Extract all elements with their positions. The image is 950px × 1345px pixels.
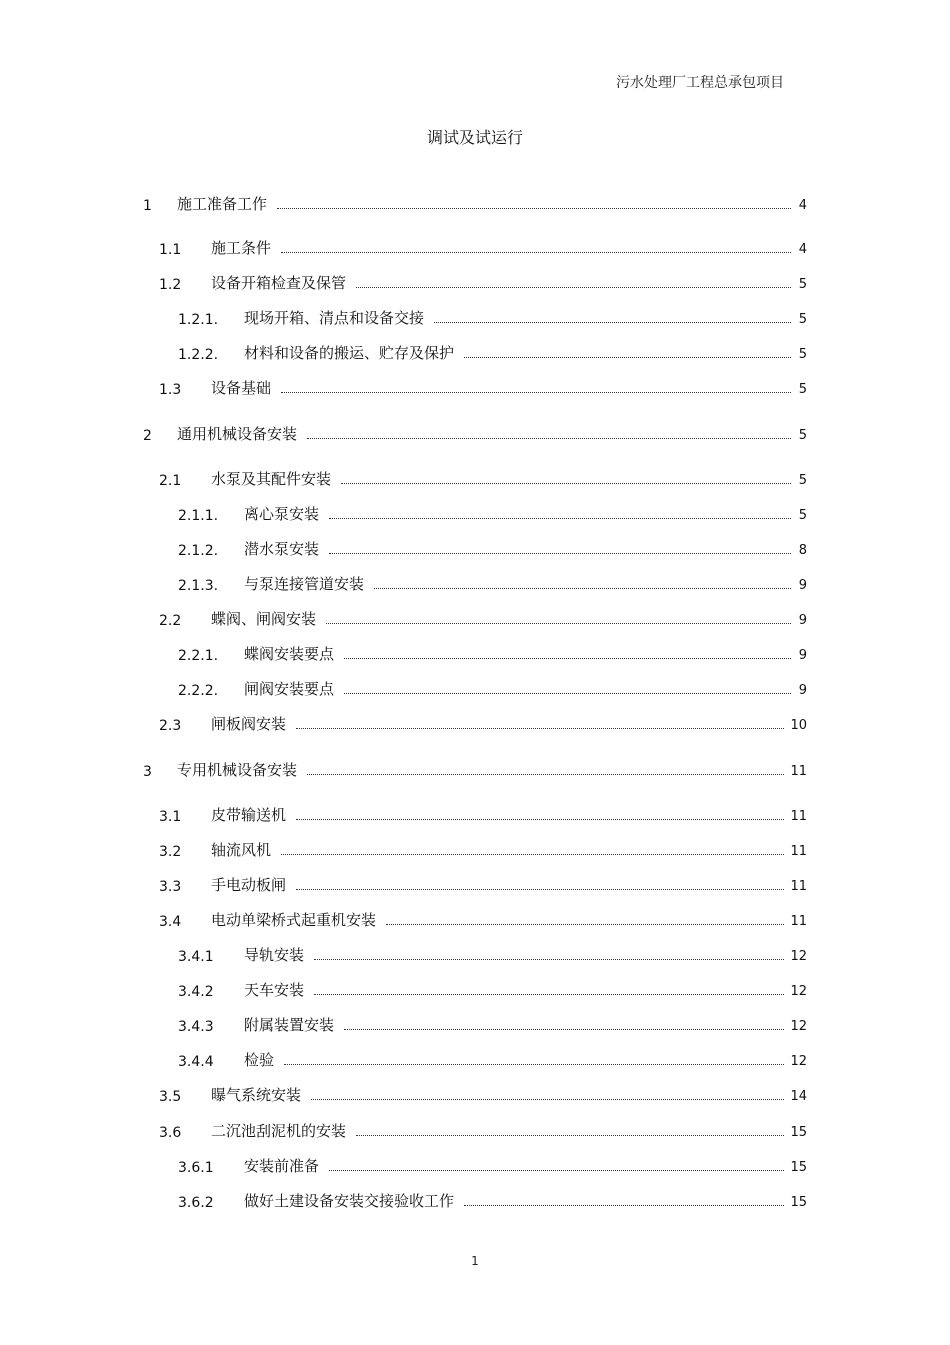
- toc-entry[interactable]: [178, 640, 807, 664]
- toc-entry-page: 14: [790, 1089, 807, 1104]
- toc-entry-number: 2.1.2.: [178, 543, 219, 559]
- toc-dot-leader: [329, 553, 791, 554]
- toc-entry-number: 3.4.3: [178, 1019, 214, 1035]
- toc-entry-number: 3.4.2: [178, 984, 214, 1000]
- toc-dot-leader: [344, 1029, 784, 1030]
- toc-dot-leader: [341, 483, 791, 484]
- toc-dot-leader: [281, 392, 791, 393]
- page-number: 1: [471, 1254, 479, 1268]
- toc-entry-page: 12: [790, 984, 807, 999]
- toc-dot-leader: [344, 658, 791, 659]
- toc-entry-number: 2.2.1.: [178, 648, 219, 664]
- document-title: 调试及试运行: [426, 128, 523, 147]
- toc-entry-page: 5: [798, 277, 807, 292]
- toc-entry-number: 3.1: [159, 809, 182, 825]
- toc-entry[interactable]: [178, 535, 807, 559]
- toc-dot-leader: [284, 1064, 784, 1065]
- toc-entry-title: 轴流风机: [211, 841, 272, 859]
- toc-dot-leader: [464, 1205, 784, 1206]
- toc-entry-page: 11: [790, 879, 807, 894]
- toc-entry-title: 天车安装: [244, 981, 305, 999]
- toc-entry[interactable]: [178, 1011, 807, 1035]
- toc-entry[interactable]: [178, 675, 807, 699]
- toc-entry-title: 施工准备工作: [177, 195, 268, 213]
- toc-entry-title: 现场开箱、清点和设备交接: [244, 309, 425, 327]
- toc-entry-number: 3.4.1: [178, 949, 214, 965]
- toc-entry-title: 电动单梁桥式起重机安装: [211, 911, 377, 929]
- toc-entry-page: 12: [790, 1054, 807, 1069]
- toc-entry[interactable]: [178, 304, 807, 328]
- toc-entry-title: 手电动板闸: [211, 876, 287, 894]
- toc-dot-leader: [344, 693, 791, 694]
- toc-dot-leader: [296, 819, 784, 820]
- toc-entry-title: 蝶阀、闸阀安装: [211, 610, 317, 628]
- toc-entry-page: 11: [790, 844, 807, 859]
- toc-entry-title: 设备基础: [211, 379, 272, 397]
- toc-entry-title: 潜水泵安装: [244, 540, 320, 558]
- toc-dot-leader: [329, 1170, 784, 1171]
- toc-entry-number: 2.2: [159, 613, 182, 629]
- toc-dot-leader: [464, 357, 791, 358]
- toc-entry[interactable]: [178, 941, 807, 965]
- toc-entry[interactable]: [159, 269, 807, 293]
- toc-entry-number: 2.1.3.: [178, 578, 219, 594]
- toc-entry-title: 曝气系统安装: [211, 1086, 302, 1104]
- toc-entry-page: 15: [790, 1195, 807, 1210]
- toc-entry-page: 4: [798, 242, 807, 257]
- toc-entry-number: 3.3: [159, 879, 182, 895]
- toc-entry-title: 安装前准备: [244, 1157, 320, 1175]
- toc-entry[interactable]: [159, 710, 807, 734]
- toc-entry[interactable]: [159, 836, 807, 860]
- toc-entry-number: 3.6.1: [178, 1160, 214, 1176]
- toc-entry-title: 与泵连接管道安装: [244, 575, 365, 593]
- toc-dot-leader: [326, 623, 791, 624]
- toc-entry[interactable]: [143, 756, 807, 780]
- toc-entry[interactable]: [178, 570, 807, 594]
- toc-dot-leader: [307, 438, 791, 439]
- toc-entry-number: 3.6: [159, 1125, 182, 1141]
- toc-entry-page: 11: [790, 764, 807, 779]
- toc-entry-page: 4: [798, 198, 807, 213]
- toc-entry-title: 离心泵安装: [244, 505, 320, 523]
- toc-entry-page: 5: [798, 347, 807, 362]
- toc-dot-leader: [356, 1135, 784, 1136]
- toc-entry-page: 9: [798, 613, 807, 628]
- toc-entry-page: 11: [790, 809, 807, 824]
- toc-entry[interactable]: [159, 234, 807, 258]
- toc-entry-title: 设备开箱检查及保管: [211, 274, 347, 292]
- toc-entry[interactable]: [159, 605, 807, 629]
- toc-entry-number: 3: [143, 764, 152, 780]
- toc-entry-number: 1.3: [159, 382, 182, 398]
- toc-entry-number: 1.2.2.: [178, 347, 219, 363]
- toc-entry-title: 蝶阀安装要点: [244, 645, 335, 663]
- toc-entry[interactable]: [178, 1046, 807, 1070]
- toc-dot-leader: [374, 588, 791, 589]
- toc-entry-page: 5: [798, 382, 807, 397]
- toc-entry-number: 3.4: [159, 914, 182, 930]
- toc-entry[interactable]: [159, 801, 807, 825]
- toc-entry-number: 2.1.1.: [178, 508, 219, 524]
- toc-entry-title: 专用机械设备安装: [177, 761, 298, 779]
- toc-entry-title: 二沉池刮泥机的安装: [211, 1122, 347, 1140]
- toc-entry-number: 2.3: [159, 718, 182, 734]
- toc-entry-page: 5: [798, 508, 807, 523]
- toc-dot-leader: [329, 518, 791, 519]
- toc-dot-leader: [281, 252, 791, 253]
- toc-entry-title: 闸板阀安装: [211, 715, 287, 733]
- toc-entry[interactable]: [143, 420, 807, 444]
- toc-entry-page: 5: [798, 473, 807, 488]
- toc-dot-leader: [386, 924, 784, 925]
- toc-entry-number: 1.2.1.: [178, 312, 219, 328]
- toc-entry-number: 3.6.2: [178, 1195, 214, 1211]
- toc-dot-leader: [296, 889, 784, 890]
- toc-entry[interactable]: [159, 1117, 807, 1141]
- toc-entry-title: 闸阀安装要点: [244, 680, 335, 698]
- toc-entry-title: 皮带输送机: [211, 806, 287, 824]
- toc-dot-leader: [356, 287, 791, 288]
- toc-entry-number: 2: [143, 428, 152, 444]
- toc-entry[interactable]: [178, 339, 807, 363]
- toc-entry-page: 12: [790, 949, 807, 964]
- toc-entry[interactable]: [178, 1187, 807, 1211]
- toc-entry-page: 8: [798, 543, 807, 558]
- toc-entry-title: 水泵及其配件安装: [211, 470, 332, 488]
- toc-entry[interactable]: [159, 1081, 807, 1105]
- toc-entry[interactable]: [159, 374, 807, 398]
- toc-entry-number: 1: [143, 198, 152, 214]
- toc-entry-page: 11: [790, 914, 807, 929]
- toc-entry[interactable]: [159, 906, 807, 930]
- toc-entry[interactable]: [178, 976, 807, 1000]
- toc-dot-leader: [307, 774, 784, 775]
- toc-entry-page: 9: [798, 578, 807, 593]
- toc-dot-leader: [296, 728, 784, 729]
- toc-entry[interactable]: [159, 465, 807, 489]
- toc-entry-number: 1.2: [159, 277, 182, 293]
- toc-entry-title: 导轨安装: [244, 946, 305, 964]
- toc-entry-title: 材料和设备的搬运、贮存及保护: [244, 344, 455, 362]
- toc-entry[interactable]: [178, 1152, 807, 1176]
- toc-entry-title: 检验: [244, 1051, 275, 1069]
- toc-dot-leader: [311, 1099, 784, 1100]
- toc-entry-page: 12: [790, 1019, 807, 1034]
- toc-entry[interactable]: [178, 500, 807, 524]
- toc-entry-number: 3.4.4: [178, 1054, 214, 1070]
- toc-dot-leader: [434, 322, 791, 323]
- toc-dot-leader: [277, 208, 791, 209]
- toc-entry-title: 做好土建设备安装交接验收工作: [244, 1192, 455, 1210]
- toc-entry-page: 15: [790, 1125, 807, 1140]
- toc-entry-number: 2.2.2.: [178, 683, 219, 699]
- toc-dot-leader: [314, 994, 784, 995]
- toc-entry-title: 通用机械设备安装: [177, 425, 298, 443]
- toc-entry-title: 施工条件: [211, 239, 272, 257]
- toc-entry-page: 5: [798, 428, 807, 443]
- toc-dot-leader: [281, 854, 784, 855]
- toc-entry-number: 3.5: [159, 1089, 182, 1105]
- toc-entry-title: 附属装置安装: [244, 1016, 335, 1034]
- toc-dot-leader: [314, 959, 784, 960]
- toc-entry-page: 15: [790, 1160, 807, 1175]
- toc-entry-number: 3.2: [159, 844, 182, 860]
- toc-entry-page: 9: [798, 683, 807, 698]
- toc-entry-number: 2.1: [159, 473, 182, 489]
- toc-entry[interactable]: [143, 190, 807, 214]
- toc-entry-page: 10: [790, 718, 807, 733]
- toc-entry-page: 5: [798, 312, 807, 327]
- toc-entry-number: 1.1: [159, 242, 182, 258]
- toc-entry[interactable]: [159, 871, 807, 895]
- running-header: 污水处理厂工程总承包项目: [616, 75, 784, 91]
- toc-entry-page: 9: [798, 648, 807, 663]
